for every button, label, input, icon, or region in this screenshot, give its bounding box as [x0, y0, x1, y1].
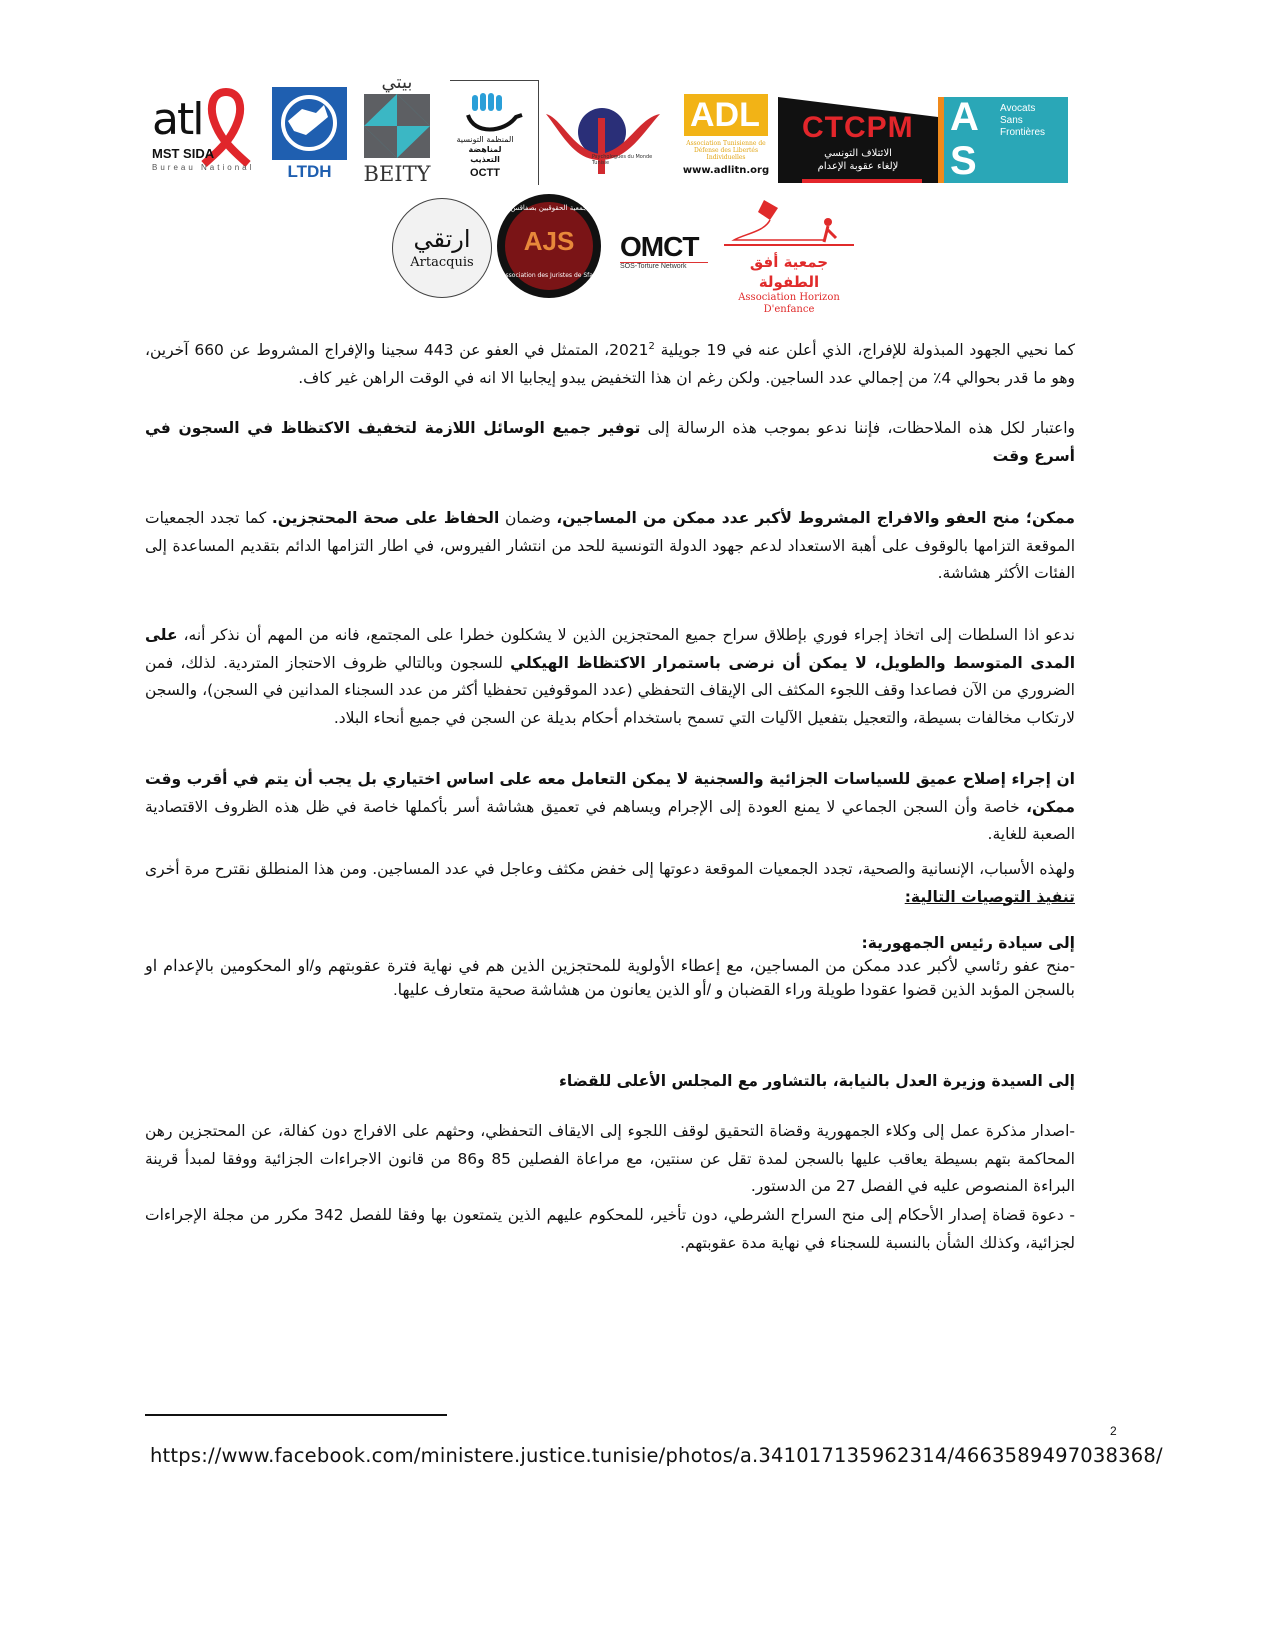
- paragraph: [145, 333, 1075, 392]
- adl-url: www.adlitn.org: [682, 165, 770, 176]
- globe-dove-icon: [272, 87, 347, 157]
- paragraph-release-efforts: [145, 333, 1075, 392]
- octt-label: OCTT: [470, 167, 500, 179]
- logo-asf: [938, 95, 1068, 227]
- atl-wordmark: atl: [152, 94, 203, 145]
- omct-label: OMCT: [620, 231, 699, 262]
- footnote-number: 2: [1110, 1424, 1117, 1438]
- artacquis-label: Artacquis: [410, 255, 474, 270]
- paragraph: -منح عفو رئاسي لأكبر عدد ممكن من المساجين، مع إعطاء الأولوية للمحتجزين الذين هم في نهاية فترة عقوبتهم و/او المحكومين بالإعدام او بالسجن المؤبد الذين قضوا عقودا طويلة وراء القضبان و /أو الذين يعانون من هشاشة صحية متعارف عليها.: [145, 958, 1076, 999]
- paragraph-pardon-release: [145, 505, 1075, 588]
- ajs-letters: AJS: [523, 226, 575, 256]
- bold-text: ممكن؛ منح العفو والافراج المشروط لأكبر عدد ممكن من المساجين،: [556, 509, 1075, 527]
- partner-logos-row-2: [392, 198, 882, 315]
- paragraph: [145, 856, 1075, 911]
- ajs-arabic: جمعية الحقوقيين بصفاقس: [510, 204, 588, 212]
- asf-orange-bar: [938, 97, 944, 183]
- paragraph-immediate-action: [145, 622, 1075, 732]
- logo-artacquis: [392, 198, 492, 298]
- beity-label: BEITY: [363, 162, 431, 186]
- atl-caption: Bureau National: [152, 163, 255, 172]
- logo-beity: [362, 72, 432, 184]
- horizon-arabic: جمعية أفق الطفولة: [749, 253, 829, 291]
- text: كما تجدد الجمعيات الموقعة التزامها بالوقوف على أهبة الاستعداد لدعم جهود الدولة التونسية للحد من انتشار الفيروس، في اطار التزامها الدائم بتقديم المساعدة إلى الفئات الأكثر هشاشة.: [145, 509, 1075, 582]
- hand-icon: [464, 93, 524, 137]
- heading-justice-minister: [145, 1068, 1075, 1096]
- text: واعتبار لكل هذه الملاحظات، فإننا ندعو بموجب هذه الرسالة إلى: [640, 419, 1075, 437]
- text: ندعو اذا السلطات إلى اتخاذ إجراء فوري بإطلاق سراح جميع المحتجزين الذين لا يشكلون خطرا على المجتمع، فانه من المهم أن نذكر أنه،: [177, 626, 1075, 644]
- logo-adl: [676, 94, 776, 186]
- asf-letters: ASF: [950, 95, 979, 227]
- asf-name-line: Avocats: [1000, 103, 1036, 114]
- paragraph: -اصدار مذكرة عمل إلى وكلاء الجمهورية وقضاة التحقيق لوقف اللجوء إلى الايقاف التحفظي، وحثهم على الافراج دون كفالة، عن المحتجزين رهن المحاكمة بتهم بسيطة يعاقب عليها بالسجن لمدة تقل عن سنتين، مع مراعاة الفصلين 85 و86 من قانون الاجراءات الجزائية ووفقا لمبدأ قرينة البراءة المنصوص عليه في الفصل 27 من الدستور.: [145, 1122, 1075, 1195]
- bold-text: الحفاظ على صحة المحتجزين.: [271, 509, 500, 527]
- bold-text: توفير جميع الوسائل اللازمة لتخفيف الاكتظاظ في السجون في أسرع وقت: [145, 419, 1075, 465]
- heading: إلى سيادة رئيس الجمهورية:: [861, 934, 1075, 952]
- paragraph-conditional-release: [145, 1202, 1075, 1257]
- paragraph-penal-reform: [145, 766, 1075, 849]
- heading: إلى السيدة وزيرة العدل بالنيابة، بالتشاور مع المجلس الأعلى للقضاء: [558, 1072, 1075, 1090]
- logo-ltdh: [272, 87, 347, 184]
- logo-octt: [450, 80, 539, 185]
- paragraph: [145, 415, 1075, 470]
- bold-text: على المدى المتوسط والطويل، لا يمكن أن نرضى باستمرار الاكتظاظ الهيكلي: [145, 626, 1076, 672]
- paragraph-recommendations-intro: [145, 856, 1075, 911]
- asf-name: [1000, 103, 1068, 139]
- bold-text: ان إجراء إصلاح عميق للسياسات الجزائية والسجنية لا يمكن التعامل معه على اساس اختياري بل يجب أن يتم في أقرب وقت ممكن،: [145, 770, 1075, 816]
- ajs-name: Association des Juristes de Sfax: [501, 272, 597, 279]
- horizon-name: Association Horizon D'enfance: [738, 292, 840, 315]
- footnote-url[interactable]: https://www.facebook.com/ministere.justice.tunisie/photos/a.341017135962314/4663589497038368/: [150, 1444, 1163, 1467]
- logo-atl-mst-sida: [152, 84, 264, 184]
- text: وضمان: [499, 509, 557, 527]
- logo-ajs: [497, 194, 601, 298]
- paragraph-call-to-action: [145, 415, 1075, 470]
- atl-sub: MST SIDA: [152, 146, 215, 161]
- text: خاصة وأن السجن الجماعي لا يمنع العودة إلى الإجرام ويساهم في تعميق هشاشة أسر بأكملها خاصة في ظل هذه الظروف الاقتصادية الصعبة للغاية.: [145, 797, 1075, 843]
- logo-horizon-enfance: [724, 198, 854, 315]
- logo-psychologues-du-monde: [542, 104, 664, 184]
- footnote-separator: [145, 1414, 447, 1416]
- logo-ctcpm: [778, 97, 938, 183]
- text: للسجون وبالتالي ظروف الاحتجاز المتردية. لذلك، فمن الضروري من الآن فصاعدا وقف اللجوء المكثف الى الإيقاف التحفظي (عدد الموقوفين تحفظيا أكثر من عدد السجناء المدانين في السجن)، والسجن لارتكاب مخالفات بسيطة، والتعجيل بتفعيل الآليات التي تسمح باستخدام أحكام بديلة عن السجن في جميع أنحاء البلاد.: [145, 653, 1075, 727]
- text: ، المتمثل في العفو عن 443 سجينا والإفراج المشروط عن 660 آخرين، وهو ما قدر بحوالي 4٪ من إجمالي عدد الساجين. ولكن رغم ان هذا التخفيض يبدو إيجابيا الا انه في الوقت الراهن غير كاف.: [145, 341, 1075, 387]
- text: كما نحيي الجهود المبذولة للإفراج، الذي أعلن عنه في 19 جويلية 2021: [609, 341, 1076, 360]
- heading-president: [145, 930, 1075, 958]
- adl-mark: [684, 94, 768, 136]
- paragraph: - دعوة قضاة إصدار الأحكام إلى منح السراح الشرطي، دون تأخير، للمحكوم عليهم الذين يتمتعون بها وفقا للفصل 342 مكرر من مجلة الإجراءات لجزائية، وكذلك الشأن بالنسبة للسجناء في نهاية مدة عقوبتهم.: [145, 1206, 1075, 1252]
- bold-underlined-text: تنفيذ التوصيات التالية:: [904, 887, 1075, 906]
- adl-logo-letters: ADL: [690, 96, 760, 134]
- beity-arabic: بيتي: [381, 72, 413, 93]
- ctcpm-red-bar: [802, 179, 922, 183]
- paragraph: [145, 766, 1075, 849]
- logo-omct: [620, 232, 708, 272]
- asf-name-line: Sans Frontières: [1000, 115, 1046, 138]
- adl-name: Association Tunisienne de Défense des Libertés Individuelles: [686, 140, 766, 161]
- paragraph-presidential-pardon: [145, 955, 1075, 1003]
- artacquis-arabic: ارتقي: [413, 225, 471, 253]
- kite-child-icon: [724, 198, 854, 248]
- beity-diamond-icon: [362, 94, 432, 158]
- octt-arabic-line: التعذيب: [470, 155, 500, 164]
- octt-arabic-line: المنظمة التونسية: [456, 135, 514, 144]
- paragraph-pretrial-detention: [145, 1118, 1075, 1201]
- ltdh-label: LTDH: [272, 160, 347, 184]
- octt-arabic: [450, 135, 520, 165]
- octt-arabic-line: لمناهضة: [468, 145, 502, 154]
- psy-caption: Psychologues du Monde Tunisie: [592, 154, 653, 166]
- footnote-ref[interactable]: 2: [648, 341, 655, 352]
- paragraph: [145, 622, 1075, 732]
- ctcpm-label: CTCPM: [802, 111, 914, 144]
- paragraph: [145, 505, 1075, 588]
- omct-sub: SOS-Torture Network: [620, 262, 708, 270]
- text: ولهذه الأسباب، الإنسانية والصحية، تجدد الجمعيات الموقعة دعوتها إلى خفض مكثف وعاجل في عدد المساجين. ومن هذا المنطلق نقترح مرة أخرى: [145, 860, 1075, 878]
- ctcpm-arabic-line: لإلغاء عقوبة الإعدام: [817, 161, 899, 172]
- ctcpm-arabic: [778, 147, 938, 173]
- ctcpm-arabic-line: الائتلاف التونسي: [824, 148, 892, 159]
